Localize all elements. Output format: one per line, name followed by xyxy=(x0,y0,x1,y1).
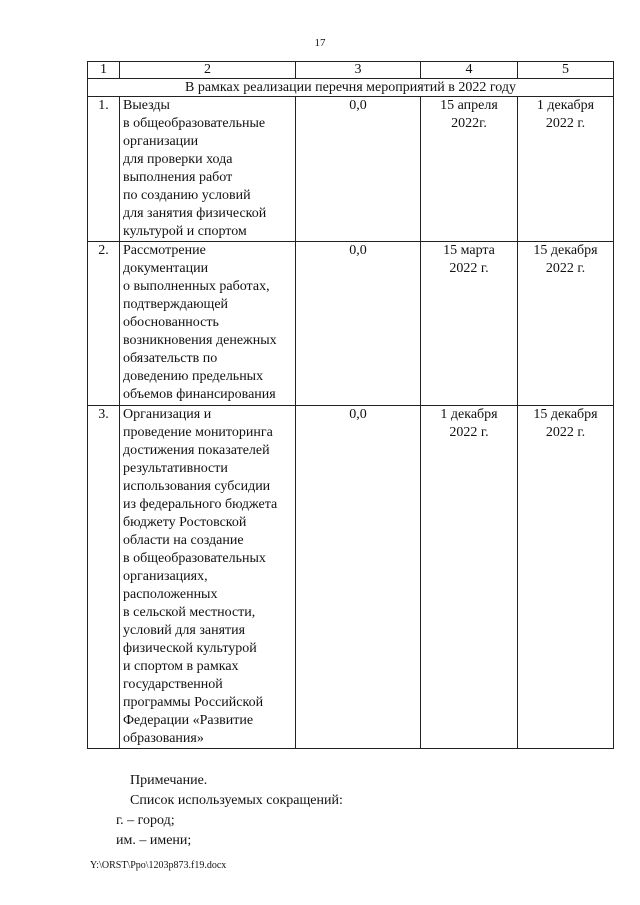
row-number: 3. xyxy=(88,406,120,749)
start-date-cell: 15 марта 2022 г. xyxy=(421,242,518,406)
column-header: 3 xyxy=(296,62,421,79)
table-row xyxy=(88,242,614,406)
table-row xyxy=(88,406,614,749)
section-row xyxy=(88,79,614,97)
table-header-row xyxy=(88,62,614,79)
page-number: 17 xyxy=(314,37,326,49)
amount-cell: 0,0 xyxy=(296,406,421,749)
end-date-cell: 15 декабря 2022 г. xyxy=(518,406,614,749)
row-number: 1. xyxy=(88,97,120,242)
column-header: 2 xyxy=(120,62,296,79)
end-date-cell: 15 декабря 2022 г. xyxy=(518,242,614,406)
note-subtitle: Список используемых сокращений: xyxy=(130,793,343,808)
abbreviation-item: им. – имени; xyxy=(116,833,192,848)
activity-text: Рассмотрение документации о выполненных работах, подтверждающей обоснованность возникновения денежных обязательств по доведению предельных объемов финансирования xyxy=(120,242,296,406)
amount-cell: 0,0 xyxy=(296,97,421,242)
column-header: 4 xyxy=(421,62,518,79)
note-block xyxy=(116,771,343,851)
activity-text: Выезды в общеобразовательные организации для проверки хода выполнения работ по созданию условий для занятия физической культурой и спортом xyxy=(120,97,296,242)
row-number: 2. xyxy=(88,242,120,406)
section-title: В рамках реализации перечня мероприятий в 2022 году xyxy=(88,79,614,97)
start-date-cell: 15 апреля 2022г. xyxy=(421,97,518,242)
note-title: Примечание. xyxy=(130,773,208,788)
column-header: 1 xyxy=(88,62,120,79)
start-date-cell: 1 декабря 2022 г. xyxy=(421,406,518,749)
amount-cell: 0,0 xyxy=(296,242,421,406)
file-path: Y:\ORST\Ppo\1203p873.f19.docx xyxy=(90,860,227,871)
abbreviation-item: г. – город; xyxy=(116,813,175,828)
activities-table xyxy=(87,61,614,749)
activity-text: Организация и проведение мониторинга достижения показателей результативности использования субсидии из федерального бюджета бюджету Ростовской области на создание в общеобразовательных организациях, расположенных в сельской местности, условий для занятия физической культурой и спортом в рамках государственной программы Российской Федерации «Развитие образования» xyxy=(120,406,296,749)
column-header: 5 xyxy=(518,62,614,79)
table-row xyxy=(88,97,614,242)
end-date-cell: 1 декабря 2022 г. xyxy=(518,97,614,242)
